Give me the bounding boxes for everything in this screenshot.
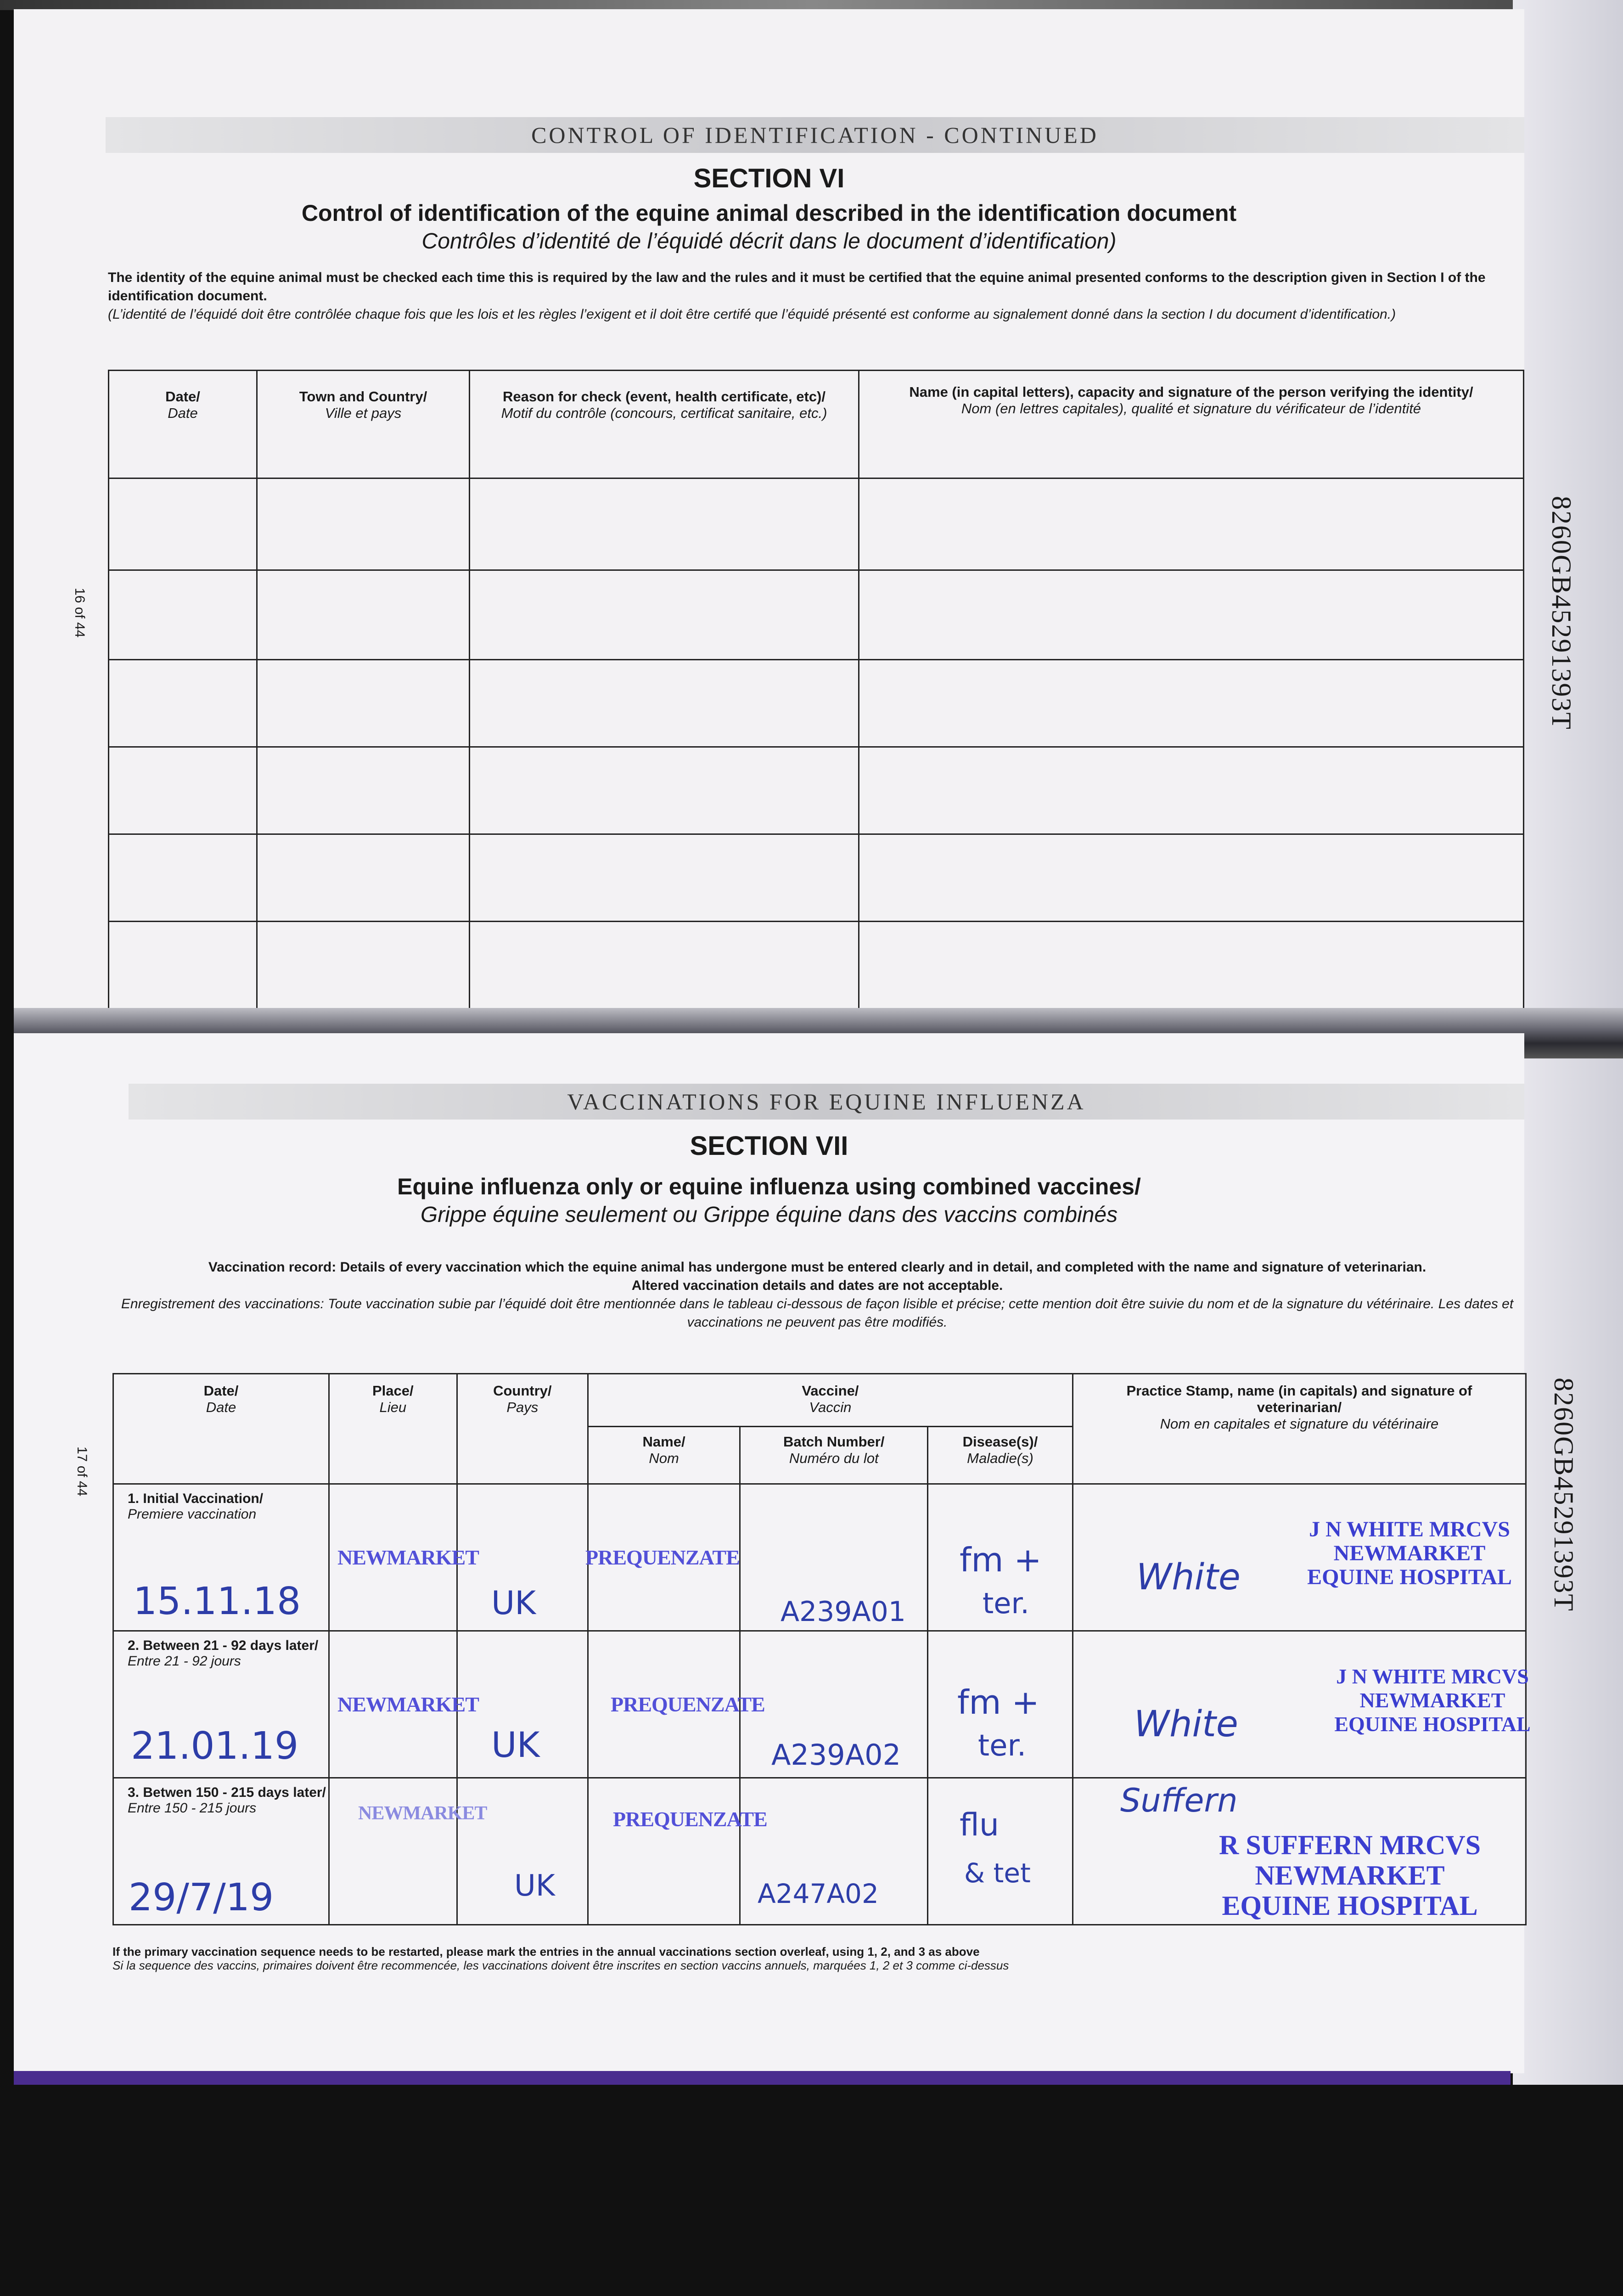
restart-note-fr: Si la sequence des vaccins, primaires doivent être recommencée, les vaccinations doivent être inscrites en section vaccins annuels, marquées 1, 2 et 3 comme ci-dessus	[112, 1958, 1009, 1972]
handwritten-date: 15.11.18	[133, 1580, 301, 1623]
handwritten-country: UK	[491, 1724, 540, 1765]
col-verifier: Name (in capital letters), capacity and signature of the person verifying the identity/ Nom (en lettres capitales), qualité et signature du vérificateur de l’identité	[859, 371, 1524, 478]
col-stamp: Practice Stamp, name (in capitals) and signature of veterinarian/ Nom en capitales et signature du vétérinaire	[1073, 1374, 1526, 1484]
section-vi-title: SECTION VI	[693, 163, 845, 193]
table-header-row	[113, 1374, 1526, 1427]
table-row	[109, 660, 1524, 747]
table-row	[109, 478, 1524, 570]
vaccine-stamp: PREQUENZATE	[611, 1693, 765, 1716]
practice-stamp: R SUFFERN MRCVS NEWMARKET EQUINE HOSPITAL	[1219, 1830, 1481, 1921]
handwritten-batch: A239A01	[781, 1596, 906, 1628]
handwritten-date: 21.01.19	[131, 1724, 299, 1768]
handwritten-disease: fm +	[957, 1683, 1039, 1722]
practice-stamp: J N WHITE MRCVS NEWMARKET EQUINE HOSPITAL	[1307, 1517, 1512, 1589]
handwritten-disease: flu	[960, 1807, 999, 1843]
col-date: Date/ Date	[109, 371, 257, 478]
cover-edge	[14, 2071, 1511, 2085]
vaccine-stamp: PREQUENZATE	[613, 1807, 767, 1831]
place-stamp: NEWMARKET	[337, 1546, 479, 1569]
section-vii-instructions	[115, 1258, 1520, 1332]
vet-signature: White	[1136, 1557, 1241, 1598]
section-vi-heading-en: Control of identification of the equine animal described in the identification document	[301, 200, 1237, 226]
section-vi-instructions	[108, 269, 1513, 324]
table-header-row	[109, 371, 1524, 478]
vaccination-band: VACCINATIONS FOR EQUINE INFLUENZA	[129, 1084, 1524, 1120]
table-row	[109, 834, 1524, 922]
table-row	[109, 922, 1524, 1009]
section-vii-heading-en: Equine influenza only or equine influenza using combined vaccines/	[397, 1174, 1141, 1199]
restart-note-en: If the primary vaccination sequence needs to be restarted, please mark the entries in the annual vaccinations section overleaf, using 1, 2, and 3 as above	[112, 1945, 980, 1958]
handwritten-country: UK	[491, 1584, 536, 1622]
col-vaccine-name: Name/ Nom	[588, 1427, 740, 1484]
vet-signature: White	[1134, 1704, 1238, 1745]
row-label-1: 1. Initial Vaccination/ Premiere vaccination	[113, 1484, 329, 1631]
table-row	[109, 747, 1524, 834]
col-vaccine: Vaccine/ Vaccin	[588, 1374, 1073, 1427]
section-vi-heading-fr: Contrôles d’identité de l’équidé décrit dans le document d’identification)	[421, 229, 1117, 253]
handwritten-disease: fm +	[960, 1541, 1042, 1579]
handwritten-batch: A247A02	[758, 1878, 879, 1909]
handwritten-disease: ter.	[983, 1587, 1029, 1620]
vaccine-stamp: PREQUENZATE	[585, 1546, 740, 1569]
col-date: Date/ Date	[113, 1374, 329, 1484]
scan-top-edge	[0, 0, 1623, 10]
vet-signature: Suffern	[1120, 1782, 1238, 1819]
identity-check-table	[108, 370, 1524, 1009]
col-place: Place/ Lieu	[329, 1374, 457, 1484]
handwritten-date: 29/7/19	[129, 1876, 274, 1919]
passport-id-side-2: 8260GB45291393T	[1549, 1378, 1579, 1612]
col-batch-number: Batch Number/ Numéro du lot	[740, 1427, 928, 1484]
section-vii-title: SECTION VII	[690, 1131, 848, 1161]
practice-stamp: J N WHITE MRCVS NEWMARKET EQUINE HOSPITAL	[1334, 1665, 1531, 1736]
section-vii-heading-fr: Grippe équine seulement ou Grippe équine dans des vaccins combinés	[420, 1203, 1118, 1227]
col-reason: Reason for check (event, health certificate, etc)/ Motif du contrôle (concours, certificat sanitaire, etc.)	[470, 371, 859, 478]
row-label-3: 3. Betwen 150 - 215 days later/ Entre 150 - 215 jours	[113, 1778, 329, 1925]
passport-id-side-1: 8260GB45291393T	[1546, 496, 1577, 730]
handwritten-disease: & tet	[964, 1857, 1031, 1889]
control-band: CONTROL OF IDENTIFICATION - CONTINUED	[106, 117, 1524, 153]
place-stamp: NEWMARKET	[358, 1803, 487, 1824]
instructions-en-2: Altered vaccination details and dates are not acceptable.	[631, 1278, 1003, 1293]
col-town-country: Town and Country/ Ville et pays	[257, 371, 470, 478]
restart-note	[112, 1945, 1513, 1972]
instructions-en-1: Vaccination record: Details of every vaccination which the equine animal has undergone must be entered clearly and in detail, and completed with the name and signature of veterinarian.	[208, 1260, 1426, 1275]
page-number-16: 16 of 44	[72, 588, 87, 638]
col-country: Country/ Pays	[457, 1374, 588, 1484]
handwritten-batch: A239A02	[771, 1738, 901, 1772]
instructions-fr: (L’identité de l’équidé doit être contrôlée chaque fois que les lois et les règles l’exigent et il doit être certifé que l’équidé présenté est conforme au signalement donné dans la section I du document d’identification.)	[108, 307, 1396, 322]
table-row	[109, 570, 1524, 660]
page-number-17: 17 of 44	[74, 1446, 90, 1497]
col-disease: Disease(s)/ Maladie(s)	[928, 1427, 1073, 1484]
instructions-fr: Enregistrement des vaccinations: Toute vaccination subie par l’équidé doit être mentionnée dans le tableau ci-dessous de façon lisible et précise; cette mention doit être suivie du nom et de la signature du vétérinaire. Les dates et vaccinations ne peuvent pas être modifiés.	[121, 1296, 1514, 1330]
place-stamp: NEWMARKET	[337, 1693, 479, 1716]
row-label-2: 2. Between 21 - 92 days later/ Entre 21 - 92 jours	[113, 1631, 329, 1778]
handwritten-country: UK	[514, 1869, 555, 1903]
instructions-en: The identity of the equine animal must be checked each time this is required by the law and the rules and it must be certified that the equine animal presented conforms to the description given in Section I of the identification document.	[108, 270, 1486, 304]
handwritten-disease: ter.	[978, 1729, 1027, 1763]
